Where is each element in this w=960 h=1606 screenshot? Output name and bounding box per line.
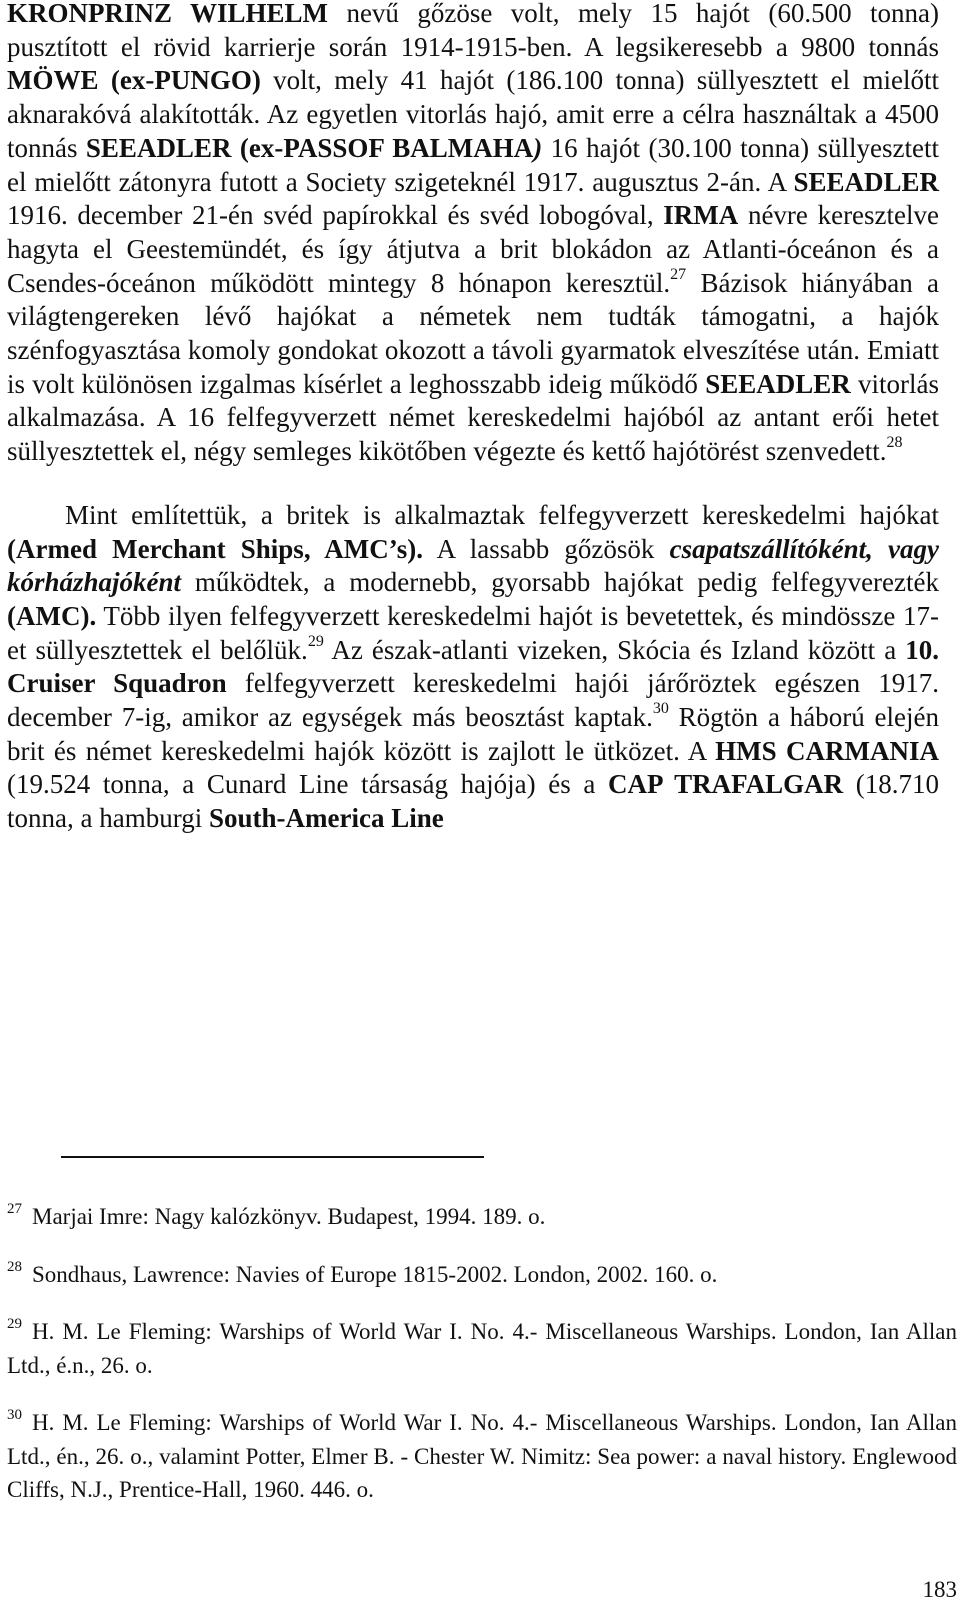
footnote-number: 28 xyxy=(7,1258,22,1275)
footnote-number: 29 xyxy=(7,1316,22,1332)
emphasized-text: MÖWE (ex-PUNGO) xyxy=(7,65,261,96)
text-run: nevű gőzöse volt, mely 15 hajót (60.500 tonna) pusztított el rövid karrierje során 1914-1915-ben. A legsikeresebb a 9800 tonnás xyxy=(7,0,940,62)
text-run: A lassabb gőzösök xyxy=(422,533,670,564)
emphasized-text: CAP TRAFALGAR xyxy=(607,769,844,800)
footnote xyxy=(7,1200,957,1234)
text-run: névre keresztelve hagyta el Geestemündét, és így átjutva a brit blokádon az Atlanti-óceánon és a Csendes-óceánon működött mintegy 8 hónapon keresztül. xyxy=(7,200,940,298)
footnote-reference: 27 xyxy=(670,265,687,283)
footnote-number: 27 xyxy=(7,1201,22,1217)
footnote xyxy=(7,1315,957,1382)
page-number: 183 xyxy=(922,1577,957,1602)
emphasized-text: SEEADLER xyxy=(793,166,939,197)
footnote-text: H. M. Le Fleming: Warships of World War I. No. 4.- Miscellaneous Warships. London, Ian Allan Ltd., é.n., 26. o. xyxy=(7,1319,957,1378)
emphasized-text: HMS CARMANIA xyxy=(715,735,940,766)
footnote-text: Sondhaus, Lawrence: Navies of Europe 1815-2002. London, 2002. 160. o. xyxy=(32,1261,718,1287)
emphasized-text: IRMA xyxy=(663,200,739,231)
text-run: Bázisok hiányában a világtengereken lévő hajókat a németek nem tudták támogatni, a hajók szénfogyasztása komoly gondokat okozott a távoli gyarmatok elveszítése után. Emiatt is volt különösen izgalmas kísérlet a leghosszabb ideig működő xyxy=(7,267,939,399)
footnote-separator xyxy=(61,1156,484,1158)
paragraph xyxy=(7,499,939,836)
text-run: Rögtön a háború elején brit és német kereskedelmi hajók között is zajlott le ütközet. A xyxy=(7,702,939,766)
text-run: (19.524 tonna, a Cunard Line társaság hajója) és a xyxy=(7,769,608,800)
text-run: felfegyverzett kereskedelmi hajói járőröztek egészen 1917. december 7-ig, amikor az egységek más beosztást kaptak. xyxy=(7,668,939,733)
emphasized-text: SEEADLER (ex-PASSOF BALMAHA xyxy=(85,132,534,163)
emphasized-text: SEEADLER xyxy=(705,368,851,399)
emphasized-text: (AMC). xyxy=(7,600,97,631)
text-run: Több ilyen felfegyverzett kereskedelmi hajót is bevetettek, és mindössze 17-et süllyesztettek el belőlük. xyxy=(7,600,939,665)
footnote-text: Marjai Imre: Nagy kalózkönyv. Budapest, 1994. 189. o. xyxy=(32,1204,546,1229)
emphasized-text: South-America Line xyxy=(208,803,444,834)
footnote xyxy=(7,1406,957,1507)
footnote-number: 30 xyxy=(7,1407,22,1423)
text-run: vitorlás alkalmazása. A 16 felfegyverzett német kereskedelmi hajóból az antant erői hetet süllyesztettek el, négy semleges kikötőben végezte és kettő hajótörést szenvedett. xyxy=(7,368,939,467)
emphasized-text: csapatszállítóként, vagy kórházhajóként xyxy=(7,533,939,598)
text-run: (18.710 tonna, a hamburgi xyxy=(7,769,939,834)
text-run: volt, mely 41 hajót (186.100 tonna) süllyesztett el mielőtt aknarakóvá alakították. Az egyetlen vitorlás hajó, amit erre a célra használtak a 4500 tonnás xyxy=(7,65,939,163)
footnote-reference: 28 xyxy=(886,434,903,452)
emphasized-text: (Armed Merchant Ships, AMC’s). xyxy=(7,533,423,564)
page-body xyxy=(7,0,939,836)
footnote-reference: 29 xyxy=(307,632,324,650)
emphasized-text: KRONPRINZ WILHELM xyxy=(7,0,328,28)
text-run: 16 hajót (30.100 tonna) süllyesztett el mielőtt zátonyra futott a Society szigeteknél 1917. augusztus 2-án. A xyxy=(7,132,939,197)
text-run: Az észak-atlanti vizeken, Skócia és Izland között a xyxy=(323,634,906,665)
footnotes xyxy=(7,1200,957,1531)
text-run: 1916. december 21-én svéd papírokkal és svéd lobogóval, xyxy=(7,200,664,231)
footnote xyxy=(7,1258,957,1292)
footnote-reference: 30 xyxy=(652,700,669,718)
text-run: működtek, a modernebb, gyorsabb hajókat pedig felfegyverezték xyxy=(181,567,939,598)
emphasized-text: 10. Cruiser Squadron xyxy=(7,634,939,699)
footnote-text: H. M. Le Fleming: Warships of World War I. No. 4.- Miscellaneous Warships. London, Ian Allan Ltd., én., 26. o., valamint Potter, Elmer B. - Chester W. Nimitz: Sea power: a naval history. Englewood Cliffs, N.J., Prentice-Hall, 1960. 446. o. xyxy=(7,1410,957,1502)
emphasized-text: ) xyxy=(533,132,543,163)
text-run: Mint említettük, a britek is alkalmaztak felfegyverzett kereskedelmi hajókat xyxy=(65,499,939,530)
paragraph xyxy=(7,0,939,469)
